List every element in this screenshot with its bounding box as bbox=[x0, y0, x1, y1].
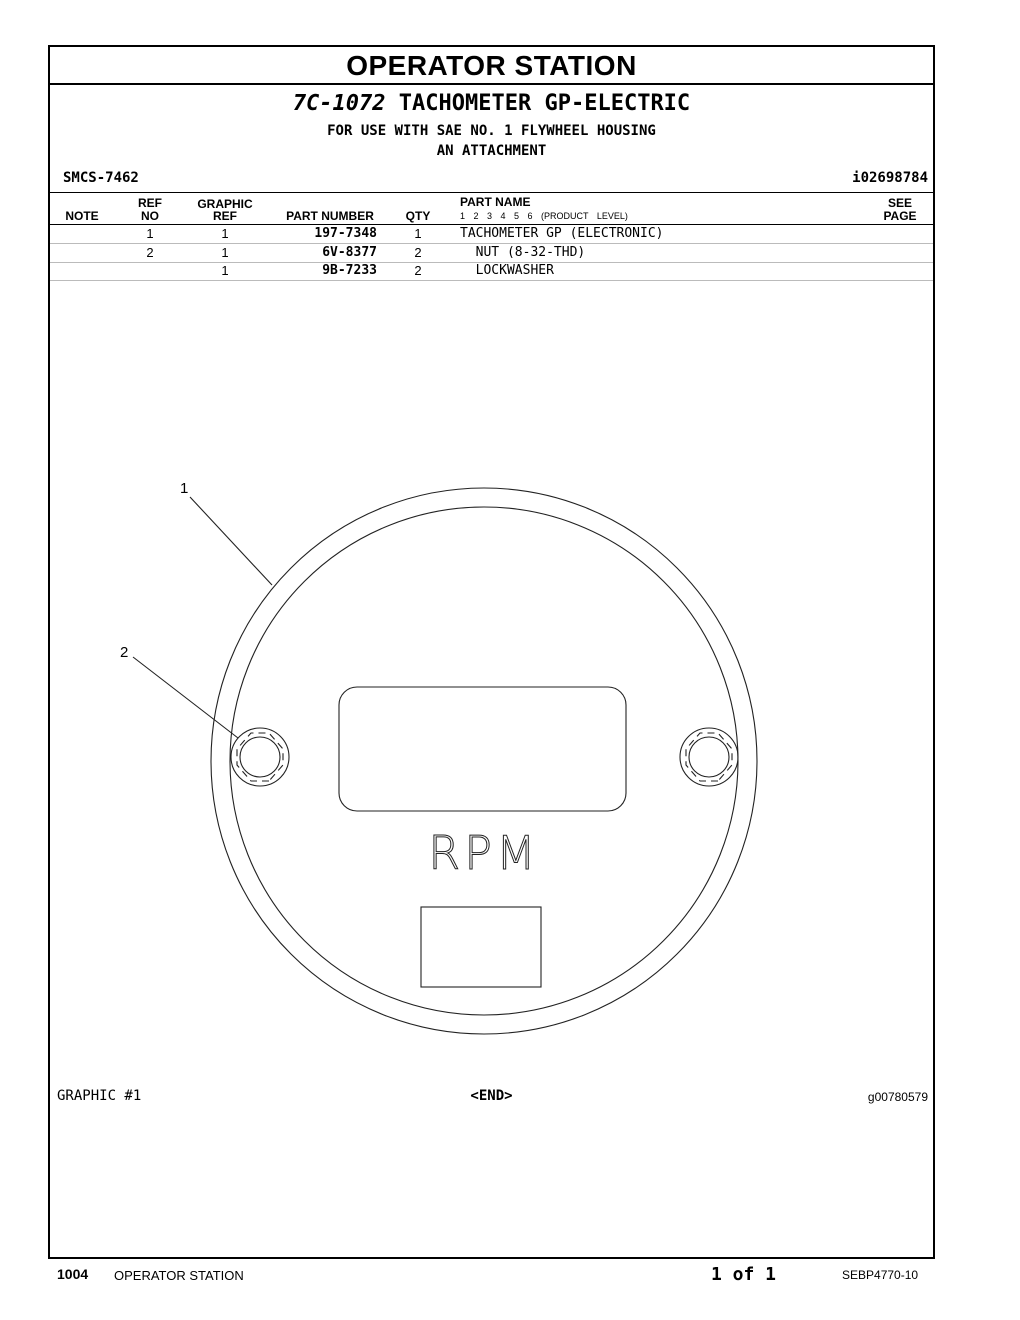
display-window bbox=[339, 687, 626, 811]
group-subtitle-1: FOR USE WITH SAE NO. 1 FLYWHEEL HOUSING bbox=[327, 123, 656, 139]
connector-block bbox=[421, 907, 541, 987]
document-id: SEBP4770-10 bbox=[842, 1268, 919, 1282]
row-qty: 1 bbox=[414, 226, 422, 241]
page-number: 1004 bbox=[57, 1266, 89, 1282]
mounting-nut-right bbox=[680, 728, 738, 786]
col-qty: QTY bbox=[405, 209, 431, 223]
callout-2: 2 bbox=[120, 644, 129, 661]
row-part-name: NUT (8-32-THD) bbox=[460, 245, 586, 260]
leader-line-1 bbox=[190, 497, 272, 585]
group-part-number: 7C-1072 bbox=[292, 91, 386, 116]
row-part-name: LOCKWASHER bbox=[460, 263, 554, 278]
col-part-name: PART NAME bbox=[460, 195, 531, 209]
section-title: OPERATOR STATION bbox=[50, 47, 933, 85]
col-see-bottom: PAGE bbox=[883, 209, 917, 223]
end-marker: <END> bbox=[470, 1088, 513, 1104]
col-part-number: PART NUMBER bbox=[286, 209, 374, 223]
col-product-level: 1 2 3 4 5 6 (PRODUCT LEVEL) bbox=[460, 211, 628, 221]
row-qty: 2 bbox=[414, 245, 422, 260]
row-part-number: 197-7348 bbox=[314, 226, 377, 241]
col-graphic-top: GRAPHIC bbox=[197, 197, 253, 211]
row-graphic: 1 bbox=[221, 245, 229, 260]
row-qty: 2 bbox=[414, 263, 422, 278]
row-part-name: TACHOMETER GP (ELECTRONIC) bbox=[460, 226, 664, 241]
tachometer-outer-rim bbox=[211, 488, 757, 1034]
row-part-number: 9B-7233 bbox=[322, 263, 377, 278]
page-of: 1 of 1 bbox=[711, 1264, 777, 1285]
col-note: NOTE bbox=[65, 209, 99, 223]
col-ref-top: REF bbox=[138, 196, 162, 210]
page-frame bbox=[48, 45, 935, 1259]
graphic-label: GRAPHIC #1 bbox=[57, 1088, 142, 1104]
smcs-code: SMCS-7462 bbox=[63, 170, 139, 186]
group-name: TACHOMETER GP-ELECTRIC bbox=[398, 91, 691, 116]
group-subtitle-2: AN ATTACHMENT bbox=[436, 143, 547, 159]
illustration-id: i02698784 bbox=[852, 170, 928, 186]
footer-section: OPERATOR STATION bbox=[114, 1268, 244, 1283]
col-see-top: SEE bbox=[887, 196, 912, 210]
col-graphic-bottom: REF bbox=[213, 209, 237, 223]
row-graphic: 1 bbox=[221, 226, 229, 241]
mounting-nut-left bbox=[231, 728, 289, 786]
row-ref: 1 bbox=[146, 226, 154, 241]
graphic-id: g00780579 bbox=[867, 1090, 928, 1104]
leader-line-2 bbox=[133, 657, 238, 738]
callout-1: 1 bbox=[180, 480, 189, 497]
row-part-number: 6V-8377 bbox=[322, 245, 377, 260]
tachometer-drawing bbox=[50, 47, 933, 1257]
dial-rpm-label: RPM bbox=[428, 826, 540, 880]
col-ref-bottom: NO bbox=[141, 209, 159, 223]
row-ref: 2 bbox=[146, 245, 154, 260]
tachometer-inner-rim bbox=[230, 507, 738, 1015]
row-graphic: 1 bbox=[221, 263, 229, 278]
